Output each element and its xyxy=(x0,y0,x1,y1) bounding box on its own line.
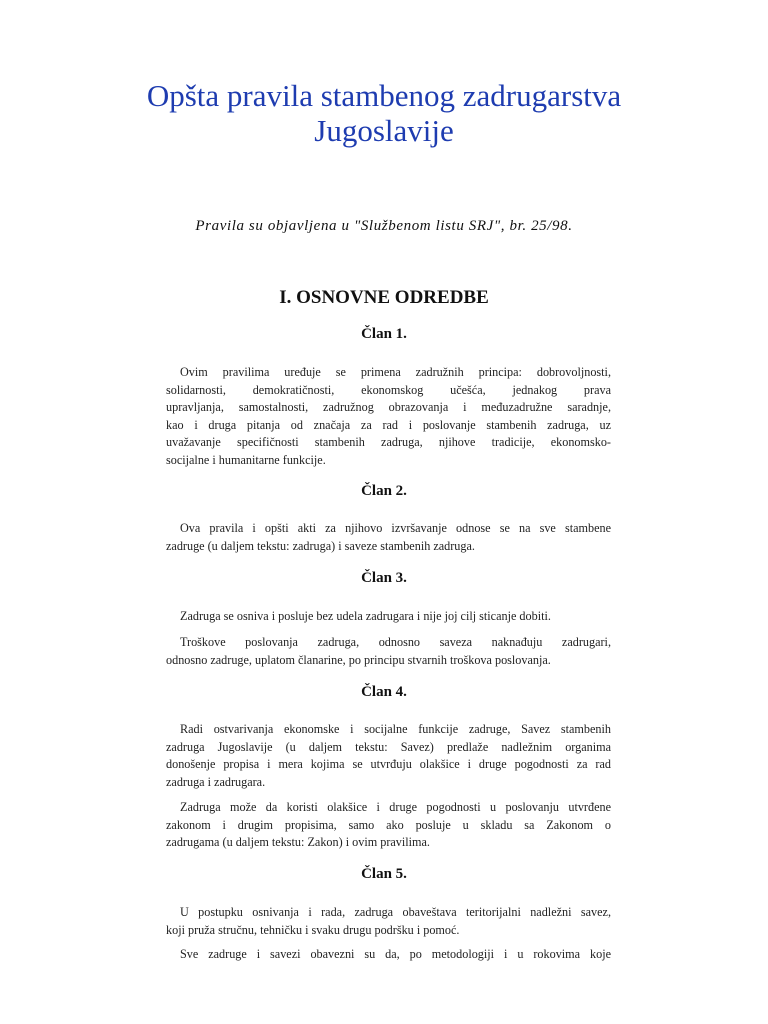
text-line: zadrugama (u daljem tekstu: Zakon) i ovim pravilima. xyxy=(166,835,430,850)
section-heading: I. OSNOVNE ODREDBE xyxy=(279,287,489,308)
text-line: koji pruža stručnu, tehničku i svaku drugu podršku i pomoć. xyxy=(166,922,460,937)
text-line: odnosno zadruge, uplatom članarine, po principu stvarnih troškova poslovanja. xyxy=(166,652,551,667)
text-line: donošenje propisa i mera kojima se utvrđuju olakšice i druge pogodnosti za rad xyxy=(166,757,611,772)
text-line: zadruga i zadrugara. xyxy=(166,774,266,789)
text-line: upravljanja, samostalnosti, zadružnog obrazovanja i međuzadružne saradnje, xyxy=(166,400,611,415)
document-title-line-1: Opšta pravila stambenog zadrugarstva xyxy=(146,78,622,113)
text-line: zadruge (u daljem tekstu: zadruga) i saveze stambenih zadruga. xyxy=(166,538,475,553)
text-line: kao i druga pitanja od značaja za rad i poslovanje stambenih zadruga, uz xyxy=(166,417,611,432)
article-1-heading: Član 1. xyxy=(361,326,407,342)
text-line: Sve zadruge i savezi obavezni su da, po metodologiji i u rokovima koje xyxy=(180,947,611,961)
text-line: uvažavanje specifičnosti stambenih zadruga, njihove tradicije, ekonomsko- xyxy=(166,435,611,450)
article-4-paragraph-1 xyxy=(166,721,611,791)
article-5-heading: Član 5. xyxy=(361,866,407,882)
publication-note: Pravila su objavljena u "Službenom listu SRJ", br. 25/98. xyxy=(195,218,573,234)
document-title xyxy=(0,78,768,148)
article-5-paragraph-2 xyxy=(166,946,611,964)
text-line: Radi ostvarivanja ekonomske i socijalne funkcije zadruge, Savez stambenih xyxy=(180,722,611,736)
document-title-line-2: Jugoslavije xyxy=(314,113,454,148)
article-1-paragraph-1 xyxy=(166,364,611,470)
text-line: socijalne i humanitarne funkcije. xyxy=(166,452,326,467)
text-line: zakonom i drugim propisima, samo ako posluje u skladu sa Zakonom o xyxy=(166,817,611,832)
text-line: Zadruga se osniva i posluje bez udela zadrugara i nije joj cilj sticanje dobiti. xyxy=(180,609,551,623)
text-line: U postupku osnivanja i rada, zadruga obaveštava teritorijalni nadležni savez, xyxy=(180,905,611,919)
text-line: solidarnosti, demokratičnosti, ekonomskog učešća, jednakog prava xyxy=(166,382,611,397)
text-line: Ova pravila i opšti akti za njihovo izvršavanje odnose se na sve stambene xyxy=(180,521,611,535)
article-3-paragraph-1 xyxy=(166,608,611,626)
article-3-heading: Član 3. xyxy=(361,570,407,586)
article-4-heading: Član 4. xyxy=(361,684,407,700)
article-2-heading: Član 2. xyxy=(361,483,407,499)
text-line: Ovim pravilima uređuje se primena zadružnih principa: dobrovoljnosti, xyxy=(180,365,611,379)
article-4-paragraph-2 xyxy=(166,799,611,852)
article-2-paragraph-1 xyxy=(166,520,611,555)
text-line: zadruga Jugoslavije (u daljem tekstu: Savez) predlaže nadležnim organima xyxy=(166,739,611,754)
text-line: Zadruga može da koristi olakšice i druge pogodnosti u poslovanju utvrđene xyxy=(180,800,611,814)
article-3-paragraph-2 xyxy=(166,634,611,669)
text-line: Troškove poslovanja zadruga, odnosno saveza naknađuju zadrugari, xyxy=(180,635,611,649)
article-5-paragraph-1 xyxy=(166,904,611,939)
